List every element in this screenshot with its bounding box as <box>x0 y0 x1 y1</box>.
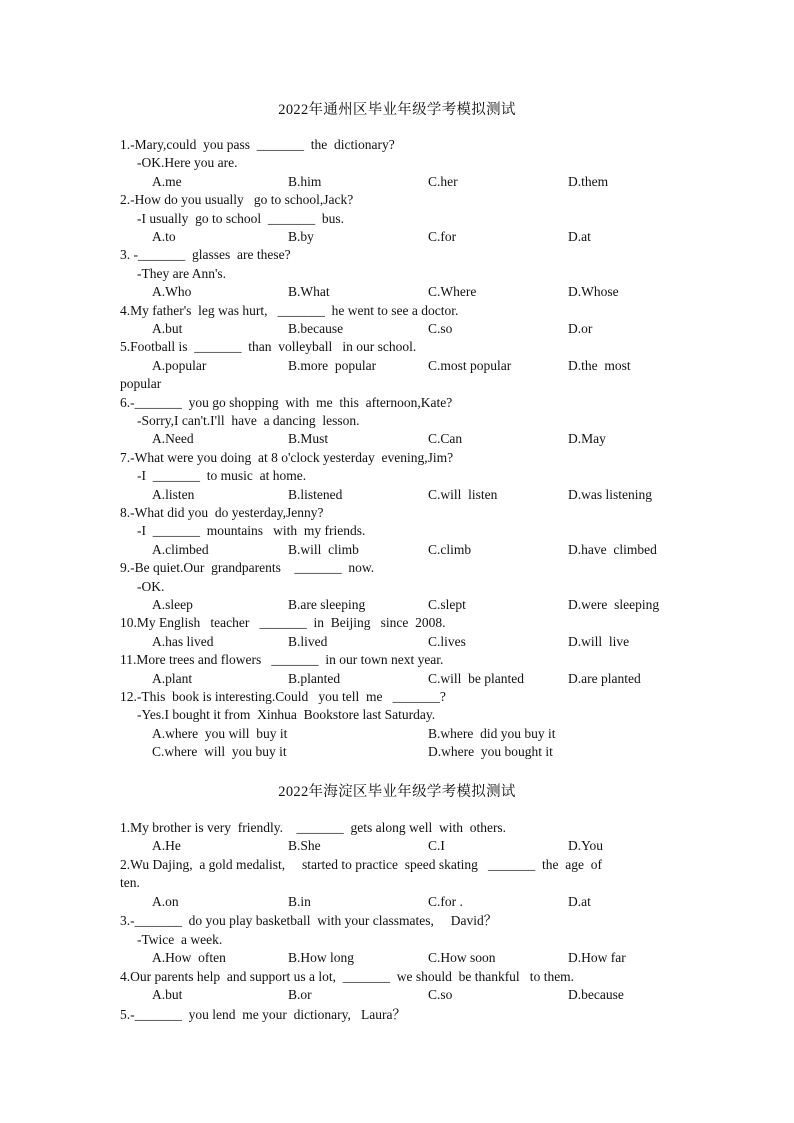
option-b: B.will climb <box>288 542 359 557</box>
option-b: B.where did you buy it <box>428 726 556 741</box>
option-b: B.planted <box>288 671 341 686</box>
option-c: C.climb <box>428 542 472 557</box>
question-stem: 7.-What were you doing at 8 o'clock yesterday evening,Jim? <box>120 450 454 465</box>
option-b: B.or <box>288 987 312 1002</box>
question-dialogue: -They are Ann's. <box>137 266 227 281</box>
question-stem: 3. -_______ glasses are these? <box>120 247 291 262</box>
option-a: A.me <box>152 174 182 189</box>
option-c: C.Where <box>428 284 477 299</box>
option-a: A.where you will buy it <box>152 726 288 741</box>
option-b: B.Must <box>288 431 329 446</box>
option-d: D.the most <box>568 358 631 373</box>
question-stem: 3.-_______ do you play basketball with your classmates, David？ <box>120 913 498 928</box>
option-b: B.because <box>288 321 344 336</box>
question-stem: 10.My English teacher _______ in Beijing since 2008. <box>120 615 446 630</box>
question-stem: 1.-Mary,could you pass _______ the dictionary? <box>120 137 395 152</box>
option-c: C.for <box>428 229 457 244</box>
option-b: B.How long <box>288 950 355 965</box>
question-dialogue: -I usually go to school _______ bus. <box>137 211 344 226</box>
option-c: C.for . <box>428 894 463 909</box>
option-d: D.have climbed <box>568 542 657 557</box>
question-stem-wrap: ten. <box>120 875 140 890</box>
option-c: C.slept <box>428 597 466 612</box>
question-stem: 11.More trees and flowers _______ in our town next year. <box>120 652 444 667</box>
option-b: B.are sleeping <box>288 597 366 612</box>
option-c: C.her <box>428 174 458 189</box>
option-d: D.where you bought it <box>428 744 553 759</box>
question-dialogue: -OK. <box>137 579 165 594</box>
question-stem: 8.-What did you do yesterday,Jenny? <box>120 505 324 520</box>
option-a: A.has lived <box>152 634 214 649</box>
option-c: C.will listen <box>428 487 498 502</box>
question-stem: 1.My brother is very friendly. _______ gets along well with others. <box>120 820 507 835</box>
option-d: D.them <box>568 174 609 189</box>
option-a: A.How often <box>152 950 226 965</box>
option-c: C.will be planted <box>428 671 524 686</box>
question-dialogue: -I _______ to music at home. <box>137 468 307 483</box>
question-dialogue: -I _______ mountains with my friends. <box>137 523 366 538</box>
option-c: C.most popular <box>428 358 512 373</box>
option-d: D.How far <box>568 950 626 965</box>
option-c: C.so <box>428 987 453 1002</box>
option-d: D.or <box>568 321 593 336</box>
question-dialogue: -Sorry,I can't.I'll have a dancing lesson. <box>137 413 360 428</box>
option-a: A.sleep <box>152 597 193 612</box>
option-c: C.Can <box>428 431 463 446</box>
question-dialogue: -Twice a week. <box>137 932 223 947</box>
option-d: D.Whose <box>568 284 619 299</box>
option-wrap: popular <box>120 376 162 391</box>
question-dialogue: -OK.Here you are. <box>137 155 238 170</box>
option-c: C.How soon <box>428 950 496 965</box>
option-a: A.Need <box>152 431 194 446</box>
option-b: B.more popular <box>288 358 377 373</box>
option-b: B.lived <box>288 634 328 649</box>
option-d: D.are planted <box>568 671 641 686</box>
option-d: D.at <box>568 229 591 244</box>
option-c: C.lives <box>428 634 466 649</box>
option-a: A.but <box>152 321 183 336</box>
option-d: D.will live <box>568 634 630 649</box>
option-b: B.listened <box>288 487 343 502</box>
option-a: A.listen <box>152 487 195 502</box>
question-stem: 5.-_______ you lend me your dictionary, Laura？ <box>120 1007 406 1022</box>
option-d: D.were sleeping <box>568 597 660 612</box>
section-title: 2022年通州区毕业年级学考模拟测试 <box>278 102 516 118</box>
question-stem: 2.Wu Dajing, a gold medalist, started to practice speed skating _______ the age of <box>120 857 602 872</box>
option-d: D.because <box>568 987 624 1002</box>
option-d: D.You <box>568 838 604 853</box>
option-b: B.in <box>288 894 311 909</box>
option-d: D.May <box>568 431 606 446</box>
option-c: C.I <box>428 838 445 853</box>
question-stem: 4.Our parents help and support us a lot, _______ we should be thankful to them. <box>120 969 575 984</box>
option-a: A.climbed <box>152 542 209 557</box>
option-d: D.was listening <box>568 487 652 502</box>
option-a: A.to <box>152 229 176 244</box>
question-stem: 5.Football is _______ than volleyball in our school. <box>120 339 417 354</box>
option-a: A.plant <box>152 671 193 686</box>
option-b: B.him <box>288 174 322 189</box>
option-b: B.What <box>288 284 330 299</box>
question-stem: 2.-How do you usually go to school,Jack? <box>120 192 354 207</box>
option-d: D.at <box>568 894 591 909</box>
option-a: A.on <box>152 894 179 909</box>
option-a: A.but <box>152 987 183 1002</box>
question-stem: 6.-_______ you go shopping with me this afternoon,Kate? <box>120 395 453 410</box>
option-a: A.popular <box>152 358 207 373</box>
option-a: A.He <box>152 838 181 853</box>
option-c: C.where will you buy it <box>152 744 287 759</box>
option-b: B.by <box>288 229 314 244</box>
option-a: A.Who <box>152 284 192 299</box>
option-c: C.so <box>428 321 453 336</box>
section-title: 2022年海淀区毕业年级学考模拟测试 <box>278 784 516 800</box>
question-dialogue: -Yes.I bought it from Xinhua Bookstore last Saturday. <box>137 707 436 722</box>
question-stem: 4.My father's leg was hurt, _______ he went to see a doctor. <box>120 303 459 318</box>
question-stem: 12.-This book is interesting.Could you tell me _______? <box>120 689 446 704</box>
question-stem: 9.-Be quiet.Our grandparents _______ now. <box>120 560 375 575</box>
option-b: B.She <box>288 838 321 853</box>
